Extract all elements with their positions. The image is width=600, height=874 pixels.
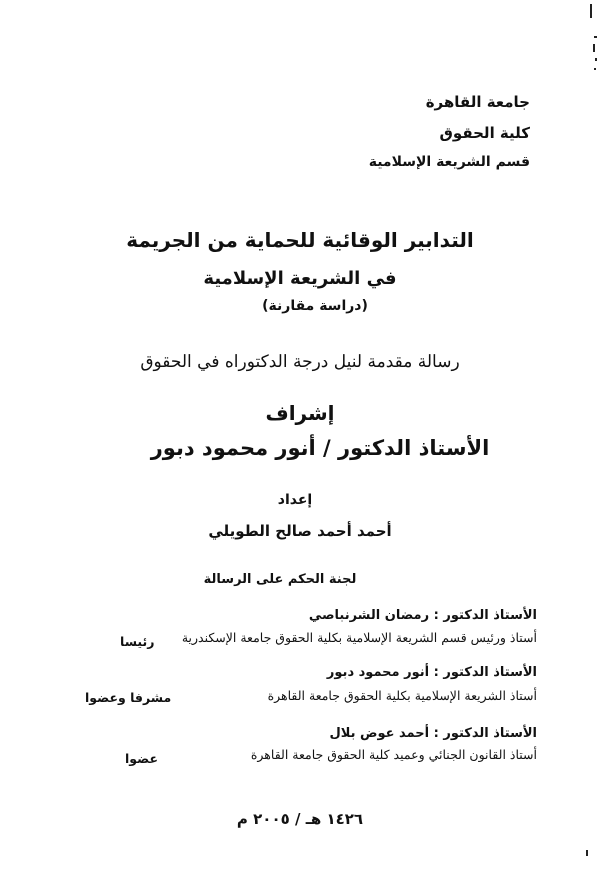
department-name: قسم الشريعة الإسلامية [368,154,530,170]
degree-statement: رسالة مقدمة لنيل درجة الدكتوراه في الحقوق [140,352,460,372]
supervision-label: إشراف [265,401,335,425]
committee-member-role: عضوا [125,751,158,766]
committee-member-description: أستاذ ورئيس قسم الشريعة الإسلامية بكلية الحقوق جامعة الإسكندرية [181,630,537,645]
prepared-by-label: إعداد [277,492,313,508]
scan-mark [595,58,597,61]
committee-member-description: أستاذ الشريعة الإسلامية بكلية الحقوق جامعة القاهرة [267,688,537,703]
supervisor-name: الأستاذ الدكتور / أنور محمود دبور [150,436,490,460]
committee-title: لجنة الحكم على الرسالة [203,572,357,587]
committee-member-name: الأستاذ الدكتور : أحمد عوض بلال [329,726,537,741]
scan-mark [594,68,596,70]
scan-mark [593,44,595,52]
university-name: جامعة القاهرة [425,93,530,111]
faculty-name: كلية الحقوق [439,124,530,142]
committee-member-description: أستاذ القانون الجنائي وعميد كلية الحقوق جامعة القاهرة [250,747,537,762]
scan-mark [594,36,597,38]
committee-member-role: مشرفا وعضوا [85,690,172,705]
study-type: (دراسة مقارنة) [262,298,368,314]
scan-mark [586,850,588,856]
document-date: ١٤٢٦ هـ / ٢٠٠٥ م [236,810,364,828]
scan-mark [590,4,592,18]
committee-member-role: رئيسا [120,634,155,649]
thesis-subtitle: في الشريعة الإسلامية [203,268,397,289]
thesis-title: التدابير الوقائية للحماية من الجريمة [126,228,474,252]
committee-member-name: الأستاذ الدكتور : أنور محمود دبور [326,665,537,680]
author-name: أحمد أحمد صالح الطويلي [208,522,392,540]
committee-member-name: الأستاذ الدكتور : رمضان الشرنباصي [308,608,537,623]
